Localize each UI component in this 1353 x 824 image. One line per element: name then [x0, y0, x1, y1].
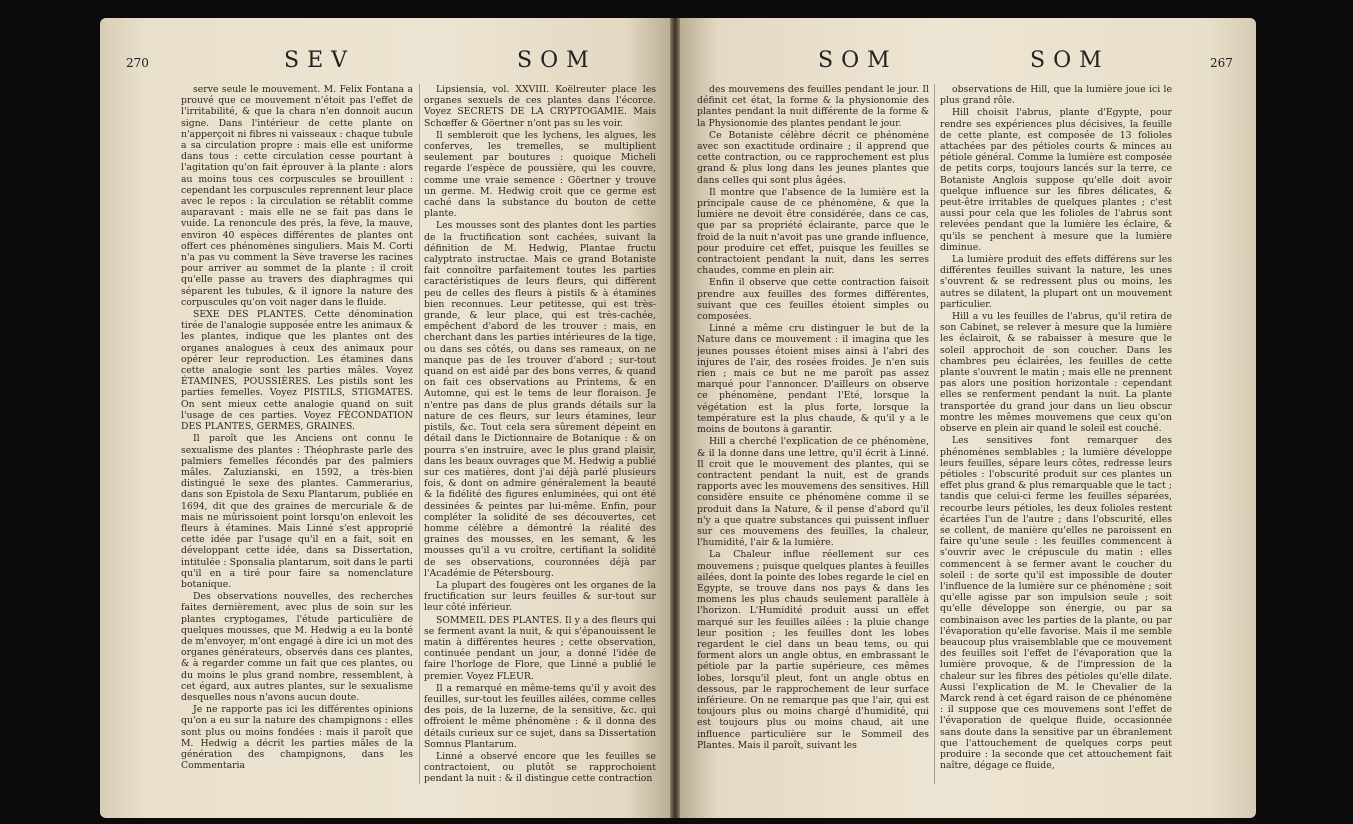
paragraph: Linné a même cru distinguer le but de la Nature dans ce mouvement : il imagina que les jeunes pousses étoient mises ainsi à l'abri des injures de l'air, des rosées froides. Je n'en suis rien ; mais ce but ne me paroît pas assez marqué pour l'annoncer. D'ailleurs on observe ce phénomène, pendant l'Eté, lorsque la végétation est la plus forte, lorsque la température est la plus chaude, & qu'il y a le moins de boutons à garantir.	[697, 323, 929, 436]
paragraph: Hill a vu les feuilles de l'abrus, qu'il retira de son Cabinet, se relever à mesure que la lumière les éclairoit, & se rabaisser à mesure que le soleil approchoit de son coucher. Dans les chambres peu éclairées, les feuilles de cette plante s'ouvrent le matin ; mais elle ne prennent pas alors une position horizontale : cependant elles se renferment pendant la nuit. La plante transportée du grand jour dans un lieu obscur montre les mêmes mouvemens que ceux qu'on observe en plein air quand le soleil est couché.	[940, 311, 1172, 435]
paragraph: des mouvemens des feuilles pendant le jour. Il définit cet état, la forme & la physionomie des plantes pendant la nuit différente de la forme & la Physionomie des plantes pendant le jour.	[697, 84, 929, 129]
paragraph: Ce Botaniste célèbre décrit ce phénomène avec son exactitude ordinaire ; il apprend que cette contraction, ou ce rapprochement est plus grand & plus long dans les jeunes plantes que dans celles qui sont plus âgées.	[697, 129, 929, 186]
paragraph: Les sensitives font remarquer des phénomènes semblables ; la lumière développe leurs feuilles, sépare leurs côtes, redresse leurs pétioles : l'obscurité produit sur ces plantes un effet plus grand & plus remarquable que le tact ; tandis que celui-ci ferme les feuilles séparées, recourbe leurs pétioles, les deux folioles restent écartées l'un de l'autre ; dans l'obscurité, elles se collent, de manière qu'elles ne paroissent en faire qu'une seule : les feuilles commencent à s'ouvrir avec le crépuscule du matin : elles commencent à se fermer avant le coucher du soleil : de sorte qu'il est impossible de douter l'influence de la lumière sur ce phénomène ; soit qu'elle agisse par son impulsion seule ; soit qu'elle développe son énergie, ou par sa combinaison avec les parties de la plante, ou par l'évaporation qu'elle favorise. Mais il me semble beaucoup plus vraisemblable que ce mouvement des feuilles soit l'effet de l'évaporation que la lumière provoque, & de l'impression de la chaleur sur les fibres des pétioles qu'elle dilate. Aussi l'explication de M. le Chevalier de la Marck rend à cet égard raison de ce phénomène : il suppose que ces mouvemens sont l'effet de l'évaporation de quelque fluide, occasionnée sans doute dans la sensitive par un ébranlement que l'attouchement de quelques corps peut produire : la seconde que cet attouchement fait naître, dégage ce fluide,	[940, 435, 1172, 772]
left-header-word-2: SOM	[517, 48, 597, 73]
paragraph: Lipsiensia, vol. XXVIII. Koëlreuter place les organes sexuels de ces plantes dans l'écorce. Voyez SECRETS DE LA CRYPTOGAMIE. Mais Schœffer & Göertner n'ont pas su les voir.	[424, 84, 656, 129]
paragraph: Enfin il observe que cette contraction faisoit prendre aux feuilles des formes différentes, suivant que ces feuilles étoient simples ou composées.	[697, 277, 929, 323]
paragraph: Il a remarqué en même-tems qu'il y avoit des feuilles, sur-tout les feuilles ailées, comme celles des pois, de la luzerne, de la sensitive, &c. qui offroient le même phénomène : & il donna des détails curieux sur ce sujet, dans sa Dissertation Somnus Plantarum.	[424, 682, 656, 750]
paragraph: SOMMEIL DES PLANTES. Il y a des fleurs qui se ferment avant la nuit, & qui s'épanouissent le matin à différentes heures ; cette observation, continuée pendant un jour, a donné l'idée de faire l'horloge de Flore, que Linné a publié le premier. Voyez FLEUR.	[424, 614, 656, 682]
paragraph: SEXE DES PLANTES. Cette dénomination tirée de l'analogie supposée entre les animaux & les plantes, indique que les plantes ont des organes analogues à ceux des animaux pour opérer leur reproduction. Les étamines dans cette analogie sont les parties mâles. Voyez ÉTAMINES, POUSSIÈRES. Les pistils sont les parties femelles. Voyez PISTILS, STIGMATES. On sent mieux cette analogie quand on suit l'usage de ces parties. Voyez FÉCONDATION DES PLANTES, GERMES, GRAINES.	[181, 309, 413, 433]
paragraph: Linné a observé encore que les feuilles se contractoient, ou plutôt se rapprochoient pendant la nuit : & il distingue cette contraction	[424, 750, 656, 785]
left-header-word-1: SEV	[284, 48, 356, 73]
book-gutter	[670, 18, 680, 818]
paragraph: La Chaleur influe réellement sur ces mouvemens ; puisque quelques plantes à feuilles ailées, dont la pointe des lobes regarde le ciel en Egypte, se trouve dans nos pays & dans les momens les plus chauds seulement parallèle à l'horizon. L'Humidité produit aussi un effet marqué sur les feuilles ailées : la pluie change leur position ; les feuilles dont les lobes regardent le ciel dans un beau tems, ou qui forment alors un angle obtus, en embrassant le pétiole par la partie supérieure, ces mêmes lobes, lorsqu'il pleut, font un angle obtus en dessous, par le rapprochement de leur surface inférieure. On ne remarque pas que l'air, qui est toujours plus ou moins chargé d'humidité, qui est toujours plus ou moins chaud, ait une influence particulière sur le Sommeil des Plantes. Mais il paroît, suivant les	[697, 549, 929, 751]
paragraph: La plupart des fougères ont les organes de la fructification sur leurs feuilles & sur-tout sur leur côté inférieur.	[424, 579, 656, 614]
paragraph: Hill a cherché l'explication de ce phénomène, & il la donne dans une lettre, qu'il écrit à Linné. Il croit que le mouvement des plantes, qui se contractent pendant la nuit, est de grands rapports avec les mouvemens des sensitives. Hill considère ensuite ce phénomène comme il se produit dans la Nature, & il pense d'abord qu'il n'y a que quatre substances qui puissent influer sur ces mouvemens des feuilles, la chaleur, l'humidité, l'air & la lumière.	[697, 436, 929, 549]
paragraph: La lumière produit des effets différens sur les différentes feuilles suivant la nature, les unes s'ouvrent & se redressent plus ou moins, les autres se dilatent, la plupart ont un mouvement particulier.	[940, 254, 1172, 310]
paragraph: Il sembleroit que les lychens, les algues, les conferves, les tremelles, se multiplient seulement par boutures : quoique Micheli regarde l'espèce de poussière, qui les couvre, comme une vraie semence : Göertner y trouve un germe. M. Hedwig croit que ce germe est caché dans la substance du bouton de cette plante.	[424, 129, 656, 220]
paragraph: Hill choisit l'abrus, plante d'Egypte, pour rendre ses expériences plus décisives, la feuille de cette plante, est composée de 13 folioles attachées par des pétioles courts & minces au pétiole général. Comme la lumière est composée de petits corps, toujours lancés sur la terre, ce Botaniste Anglois suppose qu'elle doit avoir quelque influence sur les fibres délicates, & peut-être irritables de quelques plantes ; c'est aussi pour cela que les folioles de l'abrus sont relevées pendant que la lumière les éclaire, & qu'ils se penchent à mesure que la lumière diminue.	[940, 107, 1172, 253]
right-page-column-1	[697, 84, 929, 788]
left-page-number: 270	[126, 56, 149, 70]
right-page-header	[690, 48, 1246, 74]
paragraph: observations de Hill, que la lumière joue ici le plus grand rôle.	[940, 84, 1172, 107]
right-page-column-2	[940, 84, 1172, 788]
left-page-column-2	[424, 84, 656, 788]
left-page-header	[112, 48, 660, 74]
paragraph: Les mousses sont des plantes dont les parties de la fructification sont cachées, suivant la définition de M. Hedwig, Plantae fructu calyptrato instructae. Mais ce grand Botaniste fait connoître parfaitement toutes les parties caractéristiques de leurs fleurs, qui diffèrent peu de celles des fleurs à pistils & à étamines bien reconnues. Leur petitesse, qui est très-grande, & leur place, qui est très-cachée, empêchent d'abord de les trouver : mais, en cherchant dans les parties intérieures de la tige, ou dans ses côtés, ou dans ses rameaux, on ne manque pas de les trouver d'abord ; sur-tout quand on est aidé par des bons verres, & quand on fait ces observations au Printems, & en Automne, qui est le tems de leur floraison. Je n'entre pas dans de plus grands détails sur la nature de ces fleurs, sur leurs étamines, leur pistils, &c. Tout cela sera sûrement dépeint en détail dans le Dictionnaire de Botanique : & on pourra s'en instruire, avec le plus grand plaisir, dans les beaux ouvrages que M. Hedwig a publié sur ces matières, dont j'ai déjà parlé plusieurs fois, & dont on admire généralement la beauté & la fidélité des figures enluminées, qui ont été dessinées & peintes par lui-même. Enfin, pour compléter la solidité de ses découvertes, cet homme célèbre a démontré la réalité des graines des mousses, en les semant, & les mousses qu'il a vu croître, certifiant la solidité de ses observations, couronnées déjà par l'Académie de Pétersbourg.	[424, 220, 656, 579]
paragraph: Il montre que l'absence de la lumière est la principale cause de ce phénomène, & que la lumière ne devoit être considérée, dans ce cas, que par sa propriété éclairante, parce que le froid de la nuit n'avoit pas une grande influence, pour produire cet effet, puisque les feuilles se contractoient pendant la nuit, dans les serres chaudes, comme en plein air.	[697, 186, 929, 277]
right-page-number: 267	[1210, 56, 1233, 70]
column-divider	[934, 84, 935, 784]
left-page-column-1	[181, 84, 413, 788]
paragraph: serve seule le mouvement. M. Felix Fontana a prouvé que ce mouvement n'étoit pas l'effet de l'irritabilité, & que la chara n'en donnoit aucun signe. Dans l'intérieur de cette plante on n'apperçoit ni fibres ni vaisseaux : chaque tubule a sa circulation propre : mais elle est uniforme dans tous : cette circulation cesse pourtant à l'agitation qu'on fait éprouver à la plante : alors au moins tous ces corpuscules se brouillent : cependant les corpuscules reprennent leur place avec le repos : la circulation se rétablit comme auparavant : mais elle ne se fait pas dans le vuide. La renoncule des prés, la fève, la mauve, environ 40 espèces différentes de plantes ont offert ces phénomènes singuliers. Mais M. Corti n'a pas vu comment la Sève traverse les racines pour arriver au sommet de la plante : il croit qu'elle passe au travers des diaphragmes qui séparent les tubules, & il ignore la nature des corpuscules qu'on voit nager dans le fluide.	[181, 84, 413, 308]
paragraph: Des observations nouvelles, des recherches faites dernièrement, avec plus de soin sur les plantes cryptogames, l'étude particulière de quelques mousses, que M. Hedwig a eu la bonté de m'envoyer, m'ont engagé à dire ici un mot des organes générateurs, observés dans ces plantes, & à regarder comme un fait que ces plantes, ou du moins le plus grand nombre, ressemblent, à cet égard, aux autres plantes, sur le sexualisme desquelles nous n'avons aucun doute.	[181, 591, 413, 703]
right-header-word-1: SOM	[818, 48, 898, 73]
right-header-word-2: SOM	[1030, 48, 1110, 73]
paragraph: Il paroît que les Anciens ont connu le sexualisme des plantes : Théophraste parle des palmiers femelles fécondés par des palmiers mâles. Zaluzianski, en 1592, a très-bien distingué le sexe des plantes. Cammerarius, dans son Epistola de Sexu Plantarum, publiée en 1694, dit que des graines de mercuriale & de mais ne mûrissoient point lorsqu'on enlevoit les fleurs à étamines. Mais Linné s'est approprié cette idée par l'usage qu'il en a fait, soit en développant cette idée, dans sa Dissertation, intitulée : Sponsalia plantarum, soit dans le parti qu'il en a tiré pour faire sa nomenclature botanique.	[181, 433, 413, 590]
column-divider	[419, 84, 420, 784]
paragraph: Je ne rapporte pas ici les différentes opinions qu'on a eu sur la nature des champignons : elles sont plus ou moins fondées : mais il paroît que M. Hedwig a décrit les parties mâles de la génération des champignons, dans les Commentaria	[181, 704, 413, 772]
